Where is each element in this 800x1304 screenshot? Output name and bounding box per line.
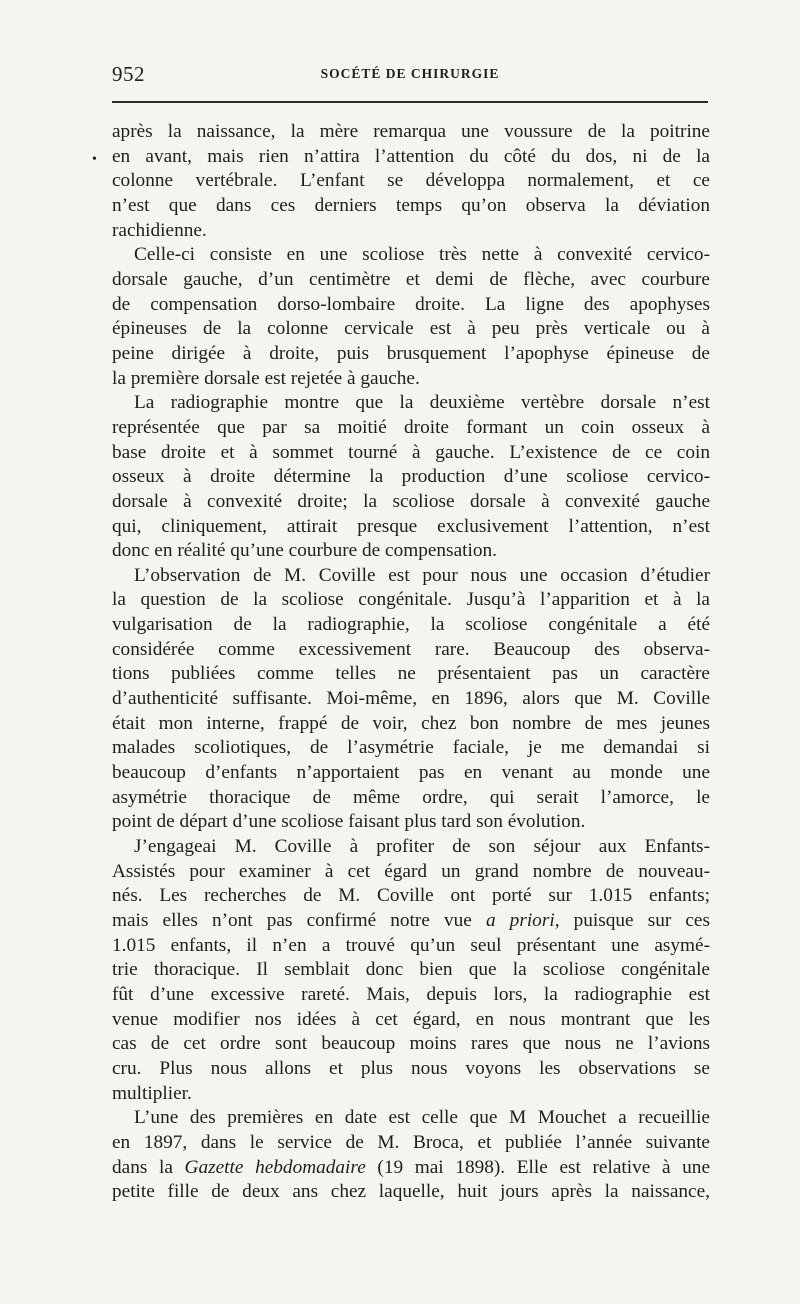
text-line: épineuses de la colonne cervicale est à peu près verticale ou à — [112, 318, 710, 340]
text-line: beaucoup d’enfants n’apportaient pas en venant au monde une — [112, 762, 710, 784]
text-line: Celle-ci consiste en une scoliose très nette à convexité cervico- — [134, 244, 710, 266]
text-line: base droite et à sommet tourné à gauche. L’existence de ce coin — [112, 441, 710, 463]
running-head: SOCÉTÉ DE CHIRURGIE — [320, 66, 500, 81]
text-line: rachidienne. — [112, 219, 207, 241]
text-line: venue modifier nos idées à cet égard, en nous montrant que les — [112, 1008, 710, 1030]
text-line: osseux à droite détermine la production d’une scoliose cervico- — [112, 466, 710, 488]
text-line: dorsale gauche, d’un centimètre et demi de flèche, avec courbure — [112, 268, 710, 290]
text-line: n’est que dans ces derniers temps qu’on observa la déviation — [112, 194, 710, 216]
paragraph — [112, 120, 710, 243]
italic-term: a priori — [485, 910, 555, 931]
text-line: cru. Plus nous allons et plus nous voyons les observations se — [112, 1057, 710, 1079]
text-line: de compensation dorso-lombaire droite. La ligne des apophyses — [112, 293, 710, 315]
text-line: La radiographie montre que la deuxième vertèbre dorsale n’est — [134, 392, 710, 414]
text-line: nés. Les recherches de M. Coville ont porté sur 1.015 enfants; — [112, 885, 710, 907]
text-line: peine dirigée à droite, puis brusquement l’apophyse épineuse de — [112, 342, 710, 364]
text-fragment: (19 mai 1898). Elle est relative à une — [365, 1156, 710, 1178]
paragraph — [112, 835, 710, 1106]
paragraph — [112, 243, 710, 391]
text-line: colonne vertébrale. L’enfant se développa normalement, et ce — [112, 170, 710, 192]
text-line: asymétrie thoracique de même ordre, qui serait l’amorce, le — [112, 786, 710, 808]
text-line: cas de cet ordre sont beaucoup moins rares que nous ne l’avions — [112, 1033, 710, 1055]
text-line: en avant, mais rien n’attira l’attention du côté du dos, ni de la — [112, 145, 710, 167]
page-header — [112, 62, 708, 86]
text-line: la première dorsale est rejetée à gauche. — [112, 367, 420, 389]
text-line: la question de la scoliose congénitale. Jusqu’à l’apparition et à la — [112, 589, 710, 611]
text-line: était mon interne, frappé de voir, chez bon nombre de mes jeunes — [112, 712, 710, 734]
text-fragment: mais elles n’ont pas confirmé notre vue — [112, 910, 486, 931]
body-text — [112, 120, 710, 1205]
text-line: en 1897, dans le service de M. Broca, et publiée l’année suivante — [112, 1131, 710, 1153]
text-line: L’une des premières en date est celle que M Mouchet a recueillie — [134, 1107, 710, 1129]
text-line: après la naissance, la mère remarqua une voussure de la poitrine — [112, 121, 710, 142]
text-line: J’engageai M. Coville à profiter de son séjour aux Enfants- — [134, 836, 710, 858]
text-line: fût d’une excessive rareté. Mais, depuis lors, la radiographie est — [112, 983, 710, 1005]
text-line: trie thoracique. Il semblait donc bien que la scoliose congénitale — [112, 959, 710, 981]
text-line: dorsale à convexité droite; la scoliose dorsale à convexité gauche — [112, 490, 710, 512]
paragraph — [112, 391, 710, 564]
text-line: qui, cliniquement, attirait presque exclusivement l’attention, n’est — [112, 515, 710, 537]
text-line-with-italic — [112, 909, 710, 934]
text-line: donc en réalité qu’une courbure de compensation. — [112, 540, 497, 562]
paragraph — [112, 1106, 710, 1205]
text-line: d’authenticité suffisante. Moi-même, en 1896, alors que M. Coville — [112, 688, 710, 710]
text-line: multiplier. — [112, 1082, 192, 1104]
text-line: 1.015 enfants, il n’en a trouvé qu’un seul présentant une asymé- — [112, 934, 710, 956]
italic-title: Gazette hebdomadaire — [184, 1156, 366, 1178]
text-line: tions publiées comme telles ne présentaient pas un caractère — [112, 663, 710, 685]
text-line: malades scoliotiques, de l’asymétrie faciale, je me demandai si — [112, 737, 710, 759]
page-number: 952 — [112, 62, 145, 86]
header-rule — [112, 101, 708, 103]
text-line: considérée comme excessivement rare. Beaucoup des observa- — [112, 638, 710, 660]
text-line: L’observation de M. Coville est pour nous une occasion d’étudier — [134, 564, 710, 586]
margin-mark: • — [92, 152, 97, 167]
paragraph — [112, 564, 710, 835]
text-fragment: , puisque sur ces — [554, 910, 710, 931]
text-fragment: dans la — [112, 1156, 185, 1178]
text-line: petite fille de deux ans chez laquelle, huit jours après la naissance, — [112, 1181, 710, 1203]
text-line: vulgarisation de la radiographie, la scoliose congénitale a été — [112, 614, 710, 636]
text-line: représentée que par sa moitié droite formant un coin osseux à — [112, 416, 710, 438]
text-line: point de départ d’une scoliose faisant plus tard son évolution. — [112, 811, 586, 833]
text-line: Assistés pour examiner à cet égard un grand nombre de nouveau- — [112, 860, 710, 882]
text-line-with-italic — [112, 1156, 710, 1181]
